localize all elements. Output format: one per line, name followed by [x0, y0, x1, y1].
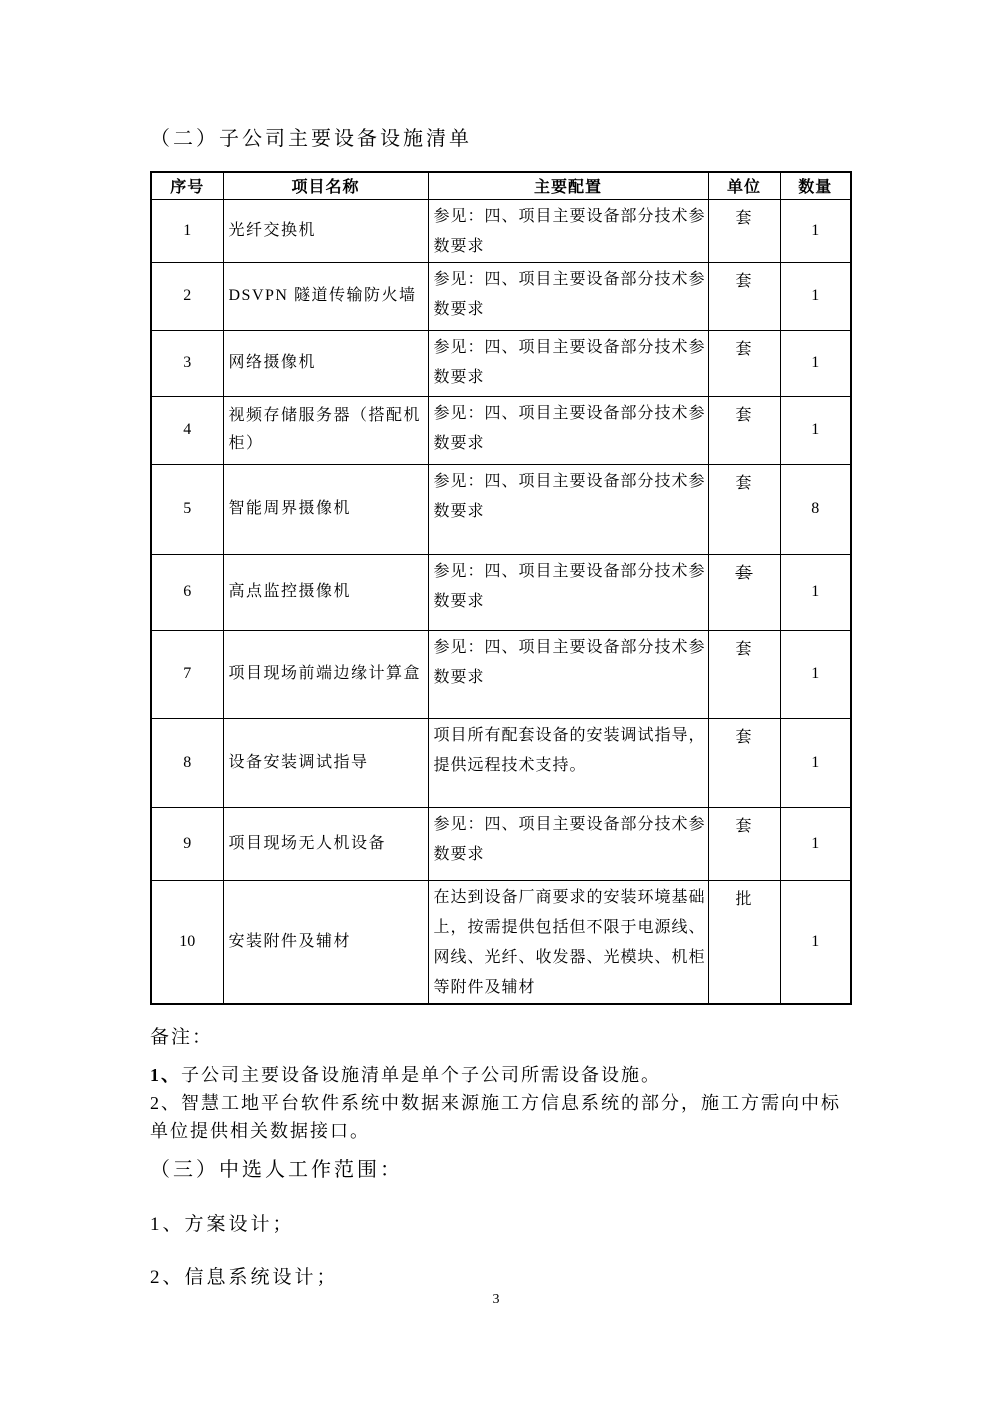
cell-qty: 1 — [780, 199, 851, 262]
note-number: 2、 — [150, 1092, 181, 1113]
table-row — [151, 807, 851, 880]
section3-heading: （三）中选人工作范围： — [150, 1158, 403, 1181]
note-text: 智慧工地平台软件系统中数据来源施工方信息系统的部分，施工方需向中标单位提供相关数据接口。 — [150, 1092, 841, 1141]
cell-config: 参见：四、项目主要设备部分技术参数要求 — [428, 630, 708, 718]
cell-config: 在达到设备厂商要求的安装环境基础上，按需提供包括但不限于电源线、网线、光纤、收发器、光模块、机柜等附件及辅材 — [428, 880, 708, 1004]
cell-qty: 1 — [780, 630, 851, 718]
cell-qty: 1 — [780, 330, 851, 396]
cell-config: 参见：四、项目主要设备部分技术参数要求 — [428, 330, 708, 396]
header-unit: 单位 — [708, 172, 780, 199]
cell-serial: 3 — [151, 330, 223, 396]
cell-qty: 8 — [780, 464, 851, 554]
cell-qty: 1 — [780, 807, 851, 880]
page-number: 3 — [492, 1292, 500, 1307]
table-header-row — [151, 172, 851, 199]
cell-config: 参见：四、项目主要设备部分技术参数要求 — [428, 807, 708, 880]
notes-label: 备注： — [150, 1026, 214, 1048]
cell-unit: 套 — [708, 330, 780, 396]
cell-unit: 套 — [708, 396, 780, 464]
cell-serial: 9 — [151, 807, 223, 880]
table-row — [151, 330, 851, 396]
note-text: 子公司主要设备设施清单是单个子公司所需设备设施。 — [181, 1064, 661, 1085]
cell-item-name: 智能周界摄像机 — [223, 464, 428, 554]
cell-item-name: DSVPN 隧道传输防火墙 — [223, 262, 428, 330]
cell-item-name: 视频存储服务器（搭配机柜） — [223, 396, 428, 464]
cell-qty: 1 — [780, 880, 851, 1004]
header-config: 主要配置 — [428, 172, 708, 199]
cell-unit: 套 — [708, 554, 780, 630]
cell-item-name: 项目现场前端边缘计算盒 — [223, 630, 428, 718]
cell-serial: 4 — [151, 396, 223, 464]
header-qty: 数量 — [780, 172, 851, 199]
cell-unit: 套 — [708, 718, 780, 807]
header-serial: 序号 — [151, 172, 223, 199]
table-row — [151, 199, 851, 262]
header-item-name: 项目名称 — [223, 172, 428, 199]
cell-serial: 8 — [151, 718, 223, 807]
cell-config: 项目所有配套设备的安装调试指导，提供远程技术支持。 — [428, 718, 708, 807]
table-row — [151, 630, 851, 718]
note-item — [150, 1061, 850, 1089]
cell-config: 参见：四、项目主要设备部分技术参数要求 — [428, 262, 708, 330]
cell-qty: 1 — [780, 396, 851, 464]
cell-item-name: 安装附件及辅材 — [223, 880, 428, 1004]
cell-item-name: 项目现场无人机设备 — [223, 807, 428, 880]
cell-qty: 1 — [780, 554, 851, 630]
table-row — [151, 554, 851, 630]
cell-serial: 6 — [151, 554, 223, 630]
cell-qty: 1 — [780, 718, 851, 807]
cell-config: 参见：四、项目主要设备部分技术参数要求 — [428, 554, 708, 630]
cell-item-name: 高点监控摄像机 — [223, 554, 428, 630]
section-title: （二）子公司主要设备设施清单 — [150, 128, 472, 150]
work-scope-item: 1、方案设计； — [150, 1213, 295, 1235]
cell-config: 参见：四、项目主要设备部分技术参数要求 — [428, 396, 708, 464]
cell-config: 参见：四、项目主要设备部分技术参数要求 — [428, 199, 708, 262]
table-row — [151, 396, 851, 464]
cell-unit: 批 — [708, 880, 780, 1004]
table-row — [151, 262, 851, 330]
cell-unit: 套 — [708, 199, 780, 262]
table-row — [151, 464, 851, 554]
table-row — [151, 718, 851, 807]
cell-serial: 5 — [151, 464, 223, 554]
cell-serial: 10 — [151, 880, 223, 1004]
cell-unit: 套 — [708, 262, 780, 330]
cell-serial: 7 — [151, 630, 223, 718]
work-scope-item: 2、信息系统设计； — [150, 1266, 339, 1288]
cell-serial: 2 — [151, 262, 223, 330]
cell-config: 参见：四、项目主要设备部分技术参数要求 — [428, 464, 708, 554]
cell-item-name: 设备安装调试指导 — [223, 718, 428, 807]
cell-unit: 套 — [708, 630, 780, 718]
cell-item-name: 光纤交换机 — [223, 199, 428, 262]
note-number: 1、 — [150, 1064, 181, 1085]
note-item — [150, 1089, 850, 1145]
table-row — [151, 880, 851, 1004]
equipment-table — [150, 171, 852, 1005]
cell-unit: 套 — [708, 807, 780, 880]
document-content — [150, 0, 850, 1291]
cell-qty: 1 — [780, 262, 851, 330]
cell-unit: 套 — [708, 464, 780, 554]
cell-item-name: 网络摄像机 — [223, 330, 428, 396]
cell-serial: 1 — [151, 199, 223, 262]
